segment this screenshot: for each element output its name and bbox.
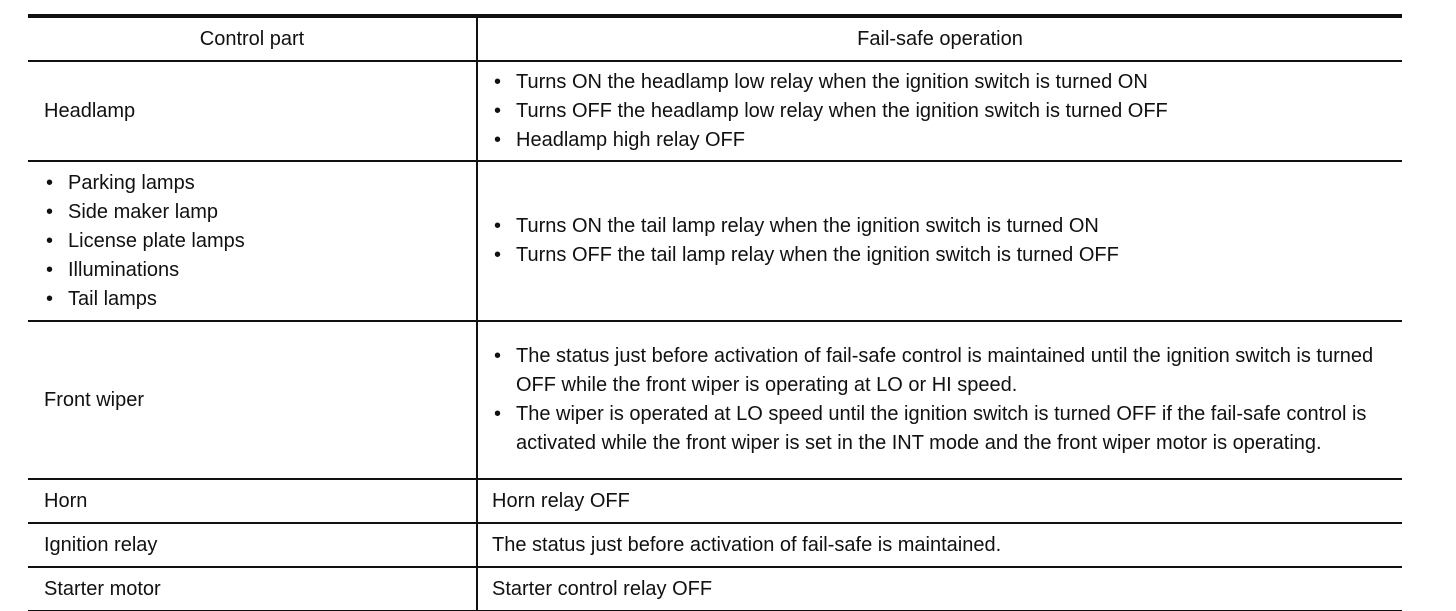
list-item: • Turns ON the headlamp low relay when the ignition switch is turned ON	[492, 68, 1392, 97]
table-row	[28, 479, 1402, 523]
list-item: • Turns ON the tail lamp relay when the ignition switch is turned ON	[492, 212, 1392, 241]
table-row	[28, 321, 1402, 479]
failsafe-operation-cell: Horn relay OFF	[477, 479, 1402, 523]
list-item: • Turns OFF the tail lamp relay when the ignition switch is turned OFF	[492, 241, 1392, 270]
header-control-part: Control part	[28, 16, 477, 61]
table-header-row	[28, 16, 1402, 61]
header-failsafe-operation: Fail-safe operation	[477, 16, 1402, 61]
control-part-cell: Headlamp	[28, 61, 477, 161]
operation-list	[492, 342, 1392, 458]
table-row	[28, 523, 1402, 567]
control-part-cell: Ignition relay	[28, 523, 477, 567]
control-part-cell: Front wiper	[28, 321, 477, 479]
control-part-cell: Horn	[28, 479, 477, 523]
list-item: • Parking lamps	[44, 169, 466, 198]
list-item: • The wiper is operated at LO speed until the ignition switch is turned OFF if the fail-safe control is activated while the front wiper is set in the INT mode and the front wiper motor is operating.	[492, 400, 1392, 458]
table-row	[28, 567, 1402, 611]
operation-list	[492, 212, 1392, 270]
list-item: • Turns OFF the headlamp low relay when the ignition switch is turned OFF	[492, 97, 1392, 126]
list-item: • Side maker lamp	[44, 198, 466, 227]
failsafe-table	[28, 14, 1402, 611]
list-item: • Headlamp high relay OFF	[492, 126, 1392, 155]
list-item: • Tail lamps	[44, 285, 466, 314]
list-item: • The status just before activation of fail-safe control is maintained until the ignition switch is turned OFF while the front wiper is operating at LO or HI speed.	[492, 342, 1392, 400]
control-part-cell: Starter motor	[28, 567, 477, 611]
list-item: • License plate lamps	[44, 227, 466, 256]
table-row	[28, 61, 1402, 161]
failsafe-operation-cell	[477, 321, 1402, 479]
failsafe-operation-cell: Starter control relay OFF	[477, 567, 1402, 611]
failsafe-operation-cell: The status just before activation of fail-safe is maintained.	[477, 523, 1402, 567]
table-row	[28, 161, 1402, 321]
failsafe-operation-cell	[477, 161, 1402, 321]
list-item: • Illuminations	[44, 256, 466, 285]
control-part-cell	[28, 161, 477, 321]
failsafe-operation-cell	[477, 61, 1402, 161]
control-part-list	[44, 169, 466, 314]
operation-list	[492, 68, 1392, 155]
